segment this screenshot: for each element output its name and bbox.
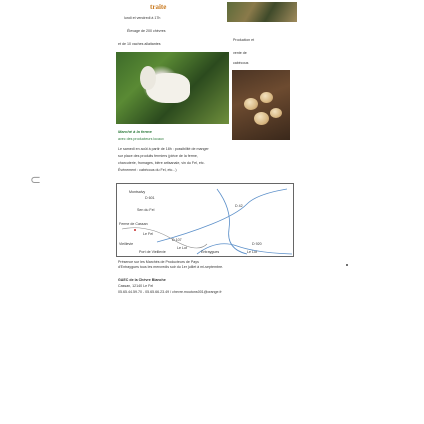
herd-line: Élevage de 200 chèvres <box>127 29 166 33</box>
map-label-vieillevie: Vieillevie <box>119 242 134 246</box>
map-label-lot-2: Le Lot <box>247 250 257 254</box>
schedule-line: lundi et vendredi à 17h <box>124 16 161 20</box>
market-line-2: sur place des produits fermiers (pièce de la ferme, <box>118 154 198 158</box>
footer-line-2: d'Entraygues tous les mercredis soir du 1er juillet à mi-septembre. <box>118 265 224 269</box>
map-rivers <box>117 184 293 256</box>
contact-phone-email: 05.65.44.59.70 - 05.65.66.23.49 / chevre.moutons001@orange.fr <box>118 290 222 294</box>
page-fold-mark: ⊂ <box>30 172 41 187</box>
map-label-d42: D 42 <box>235 204 243 208</box>
market-line-1: Le samedi en août à partir de 18h : possibilité de manger <box>118 147 209 151</box>
map-label-sen-du-fel: Sen du Fel <box>137 208 155 212</box>
map-label-d107: D 107 <box>172 238 182 242</box>
contact-name: GAEC de la Chèvre Blanche <box>118 278 166 282</box>
map-label-d920: D 920 <box>252 242 262 246</box>
contact-address: Cassan, 12140 Le Fel <box>118 284 154 288</box>
page-dot <box>346 264 348 266</box>
map-label-le-fel: Le Fel <box>143 232 153 236</box>
location-map <box>116 183 294 257</box>
herd-line-2: et de 10 vaches allaitantes <box>118 42 161 46</box>
footer-line-1: Présence sur les Marchés de Producteurs de Pays <box>118 260 199 264</box>
map-label-lot-1: Le Lot <box>177 246 187 250</box>
production-line-2: vente de <box>233 51 247 55</box>
market-line-3: charcuterie, fromages, bière artisanale, vin du Fel, etc. <box>118 161 205 165</box>
cheese-photo <box>232 70 290 140</box>
map-label-d601: D 601 <box>145 196 155 200</box>
market-subtitle: avec des producteurs locaux <box>118 137 164 141</box>
map-label-ferme: Ferme de Cassan <box>119 222 148 226</box>
production-line-1: Production et <box>233 38 255 42</box>
market-line-4: Évènement : cabécous du Fel, etc...) <box>118 168 177 172</box>
farm-marker <box>134 229 136 231</box>
production-line-3: cabécous <box>233 61 249 65</box>
map-label-port: Port de Vieillevie <box>139 250 166 254</box>
map-label-montsalvy: Montsalvy <box>129 190 146 194</box>
goat-head <box>140 66 156 90</box>
market-heading: Marché à la ferme <box>118 129 152 134</box>
landscape-photo <box>227 2 297 22</box>
page-title: traite <box>150 3 167 11</box>
map-label-entraygues: Entraygues <box>201 250 220 254</box>
